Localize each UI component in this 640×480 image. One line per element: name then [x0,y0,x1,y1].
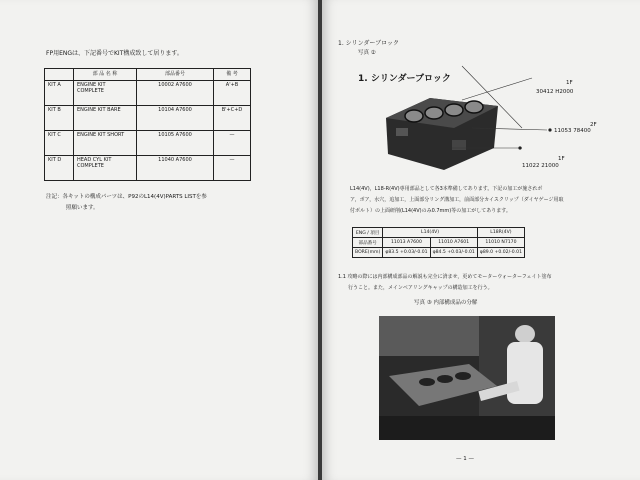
callout-2-number: 11053 78400 [554,128,591,134]
body-line-3: 付ボルト）の上面研削(L14(4V)のみ0.7mm)等の加工がしてあります。 [350,208,511,214]
sub-line-2: 行うこと。また，メインベアリングキャップの構造加工を行う。 [338,285,493,291]
table-row [45,106,251,131]
callout-3-label: 1F [558,156,565,162]
bore-table [352,227,525,258]
bore-cell: 11010 A7601 [430,238,477,248]
bore-cell: 部品番号 [353,238,383,248]
body-line-2: ア，ボア，水穴，追加工，上面部分リング溝加工，前面部分カイスクリップ（ダイヤゲージ用取 [350,197,564,203]
body-line-1: L14(4V)，L18-R(4V)専用部品として各3本準備してあります。下記の加工が施されボ [350,186,543,192]
photo-caption-1: 写真 ② [358,50,376,56]
page-number: — 1 — [456,456,474,462]
kit-id: KIT C [45,131,74,156]
section-heading: 1. シリンダーブロック [338,40,399,47]
kit-table-header-blank [45,69,74,81]
footnote-line-2: 照願います。 [66,205,99,211]
kit-number: 10104 A7600 [137,106,214,131]
callout-1-number: 30412 H2000 [536,89,574,95]
kit-table-header-note: 備 考 [214,69,251,81]
kit-table-header-row [45,69,251,81]
kit-number: 11040 A7600 [137,156,214,181]
kit-number: 10002 A7600 [137,81,214,106]
bore-cell: 11010 N7170 [477,238,524,248]
kit-id: KIT B [45,106,74,131]
right-page [322,0,640,480]
sub-line-1: 1.1 攻略の際には内部構成部品の解説も完全に済ませ，更めてモーターウォーターフェイト塗布 [338,274,552,280]
table-row [45,131,251,156]
bore-cell: BORE(mm) [353,248,383,258]
callout-1-label: 1F [566,80,573,86]
bore-cell: 11013 A7600 [383,238,430,248]
table-row [353,248,525,258]
kit-number: 10105 A7600 [137,131,214,156]
table-row [353,228,525,238]
intro-text: FP用ENGは、下記番号でKIT構成致して居ります。 [46,50,183,57]
kit-name: ENGINE KIT BARE [74,106,137,131]
kit-name: ENGINE KIT SHORT [74,131,137,156]
kit-table [44,68,251,181]
kit-table-header-number: 部品番号 [137,69,214,81]
bore-cell: φ84.5 +0.03/-0.01 [430,248,477,258]
left-page [0,0,318,480]
callout-2-label: 2F [590,122,597,128]
bore-cell: φ83.5 +0.03/-0.01 [383,248,430,258]
kit-name: ENGINE KIT COMPLETE [74,81,137,106]
table-row [45,156,251,181]
kit-note: — [214,156,251,181]
kit-table-header-name: 部 品 名 称 [74,69,137,81]
photo-caption-2: 写真 ③ 内部構成品の分解 [414,300,478,306]
bore-header-3: L18R(4V) [477,228,524,238]
photo-title: 1. シリンダーブロック [358,74,451,84]
disassembly-photo [379,316,555,440]
table-row [353,238,525,248]
kit-name: HEAD CYL KIT COMPLETE [74,156,137,181]
kit-id: KIT D [45,156,74,181]
bore-cell: φ89.0 +0.02/-0.01 [477,248,524,258]
footnote-line-1: 注記：各キットの構成パーツは、P92のL14(4V)PARTS LISTを参 [46,194,207,200]
kit-id: KIT A [45,81,74,106]
kit-note: — [214,131,251,156]
kit-note: A'+B [214,81,251,106]
bore-header-0: ENG / 項目 [353,228,383,238]
bore-header-1: L14(4V) [383,228,477,238]
callout-3-number: 11022 21000 [522,163,559,169]
table-row [45,81,251,106]
kit-note: B'+C+D [214,106,251,131]
